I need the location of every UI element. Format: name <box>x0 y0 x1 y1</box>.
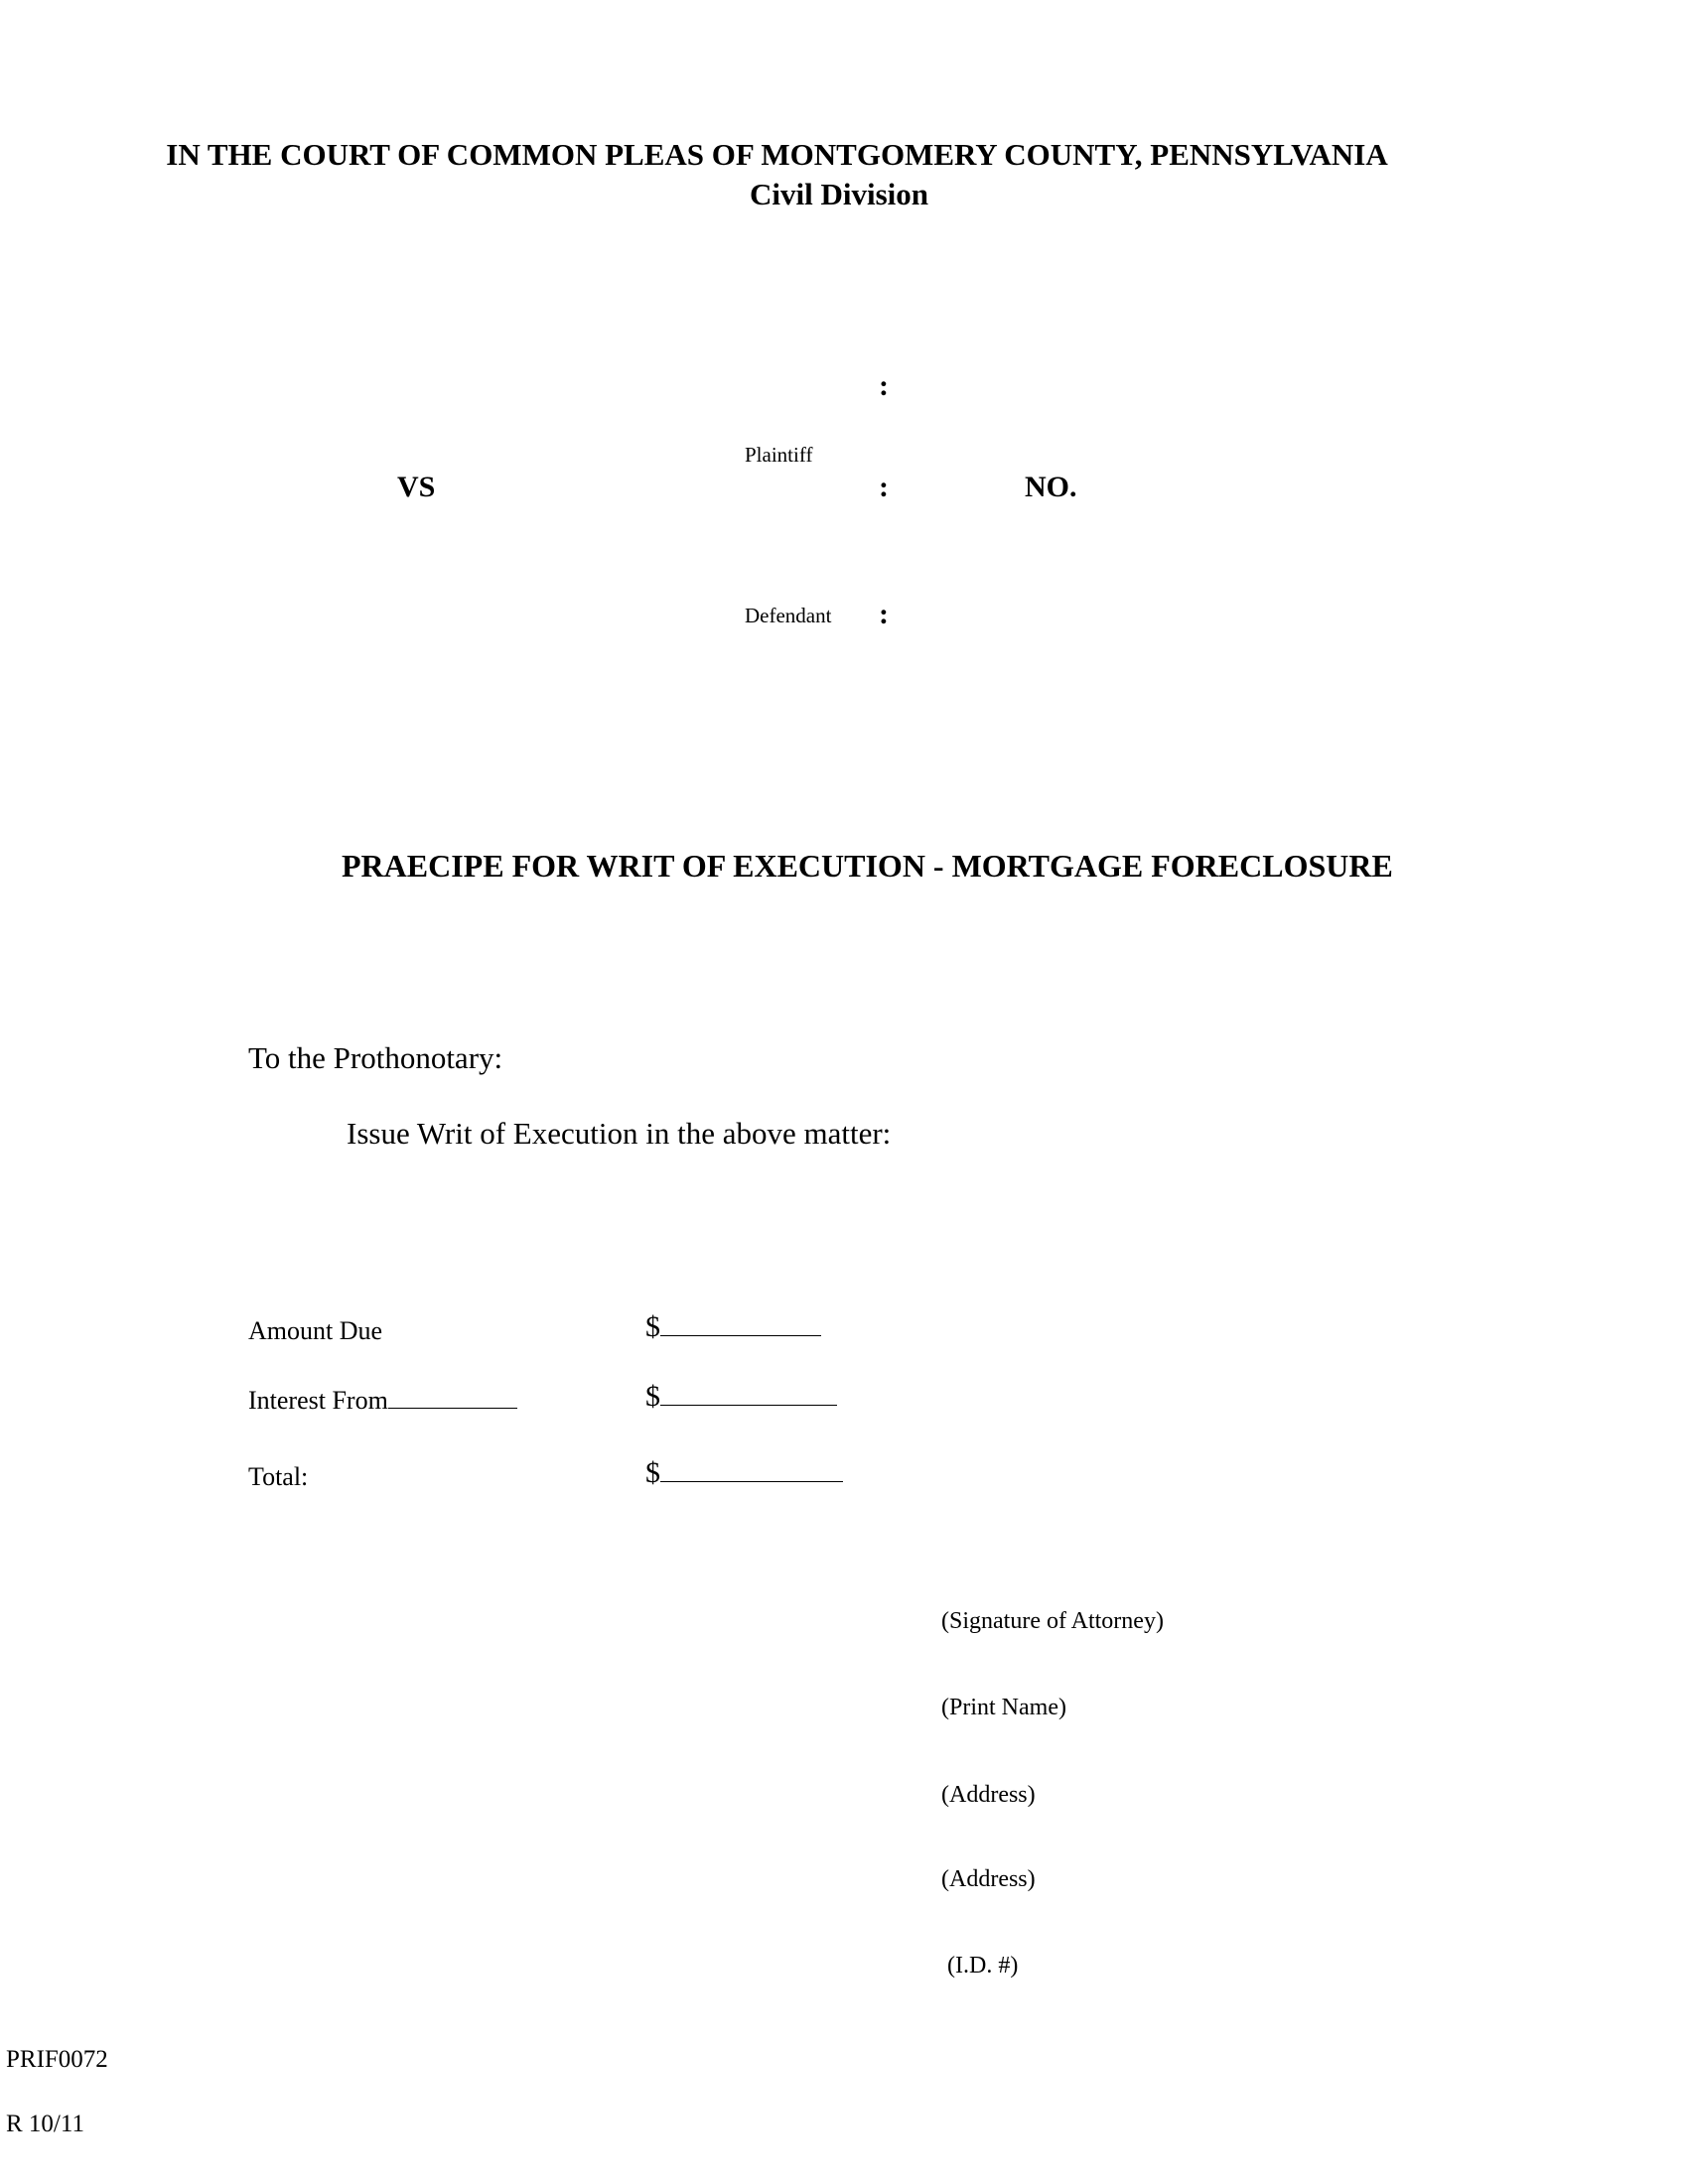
salutation: To the Prothonotary: <box>248 1040 503 1075</box>
amount-due-blank[interactable] <box>660 1334 821 1336</box>
plaintiff-label: Plaintiff <box>745 443 813 467</box>
currency-symbol: $ <box>645 1380 660 1413</box>
caption-colon: : <box>879 471 889 503</box>
court-title: IN THE COURT OF COMMON PLEAS OF MONTGOMERY COUNTY, PENNSYLVANIA <box>166 137 1388 172</box>
interest-from-row <box>248 1386 517 1416</box>
versus-label: VS <box>397 471 436 503</box>
document-title: PRAECIPE FOR WRIT OF EXECUTION - MORTGAGE FORECLOSURE <box>342 848 1393 884</box>
form-code: PRIF0072 <box>6 2046 108 2073</box>
total-label: Total: <box>248 1462 309 1491</box>
instruction-text: Issue Writ of Execution in the above matter: <box>347 1116 892 1151</box>
address-label-2: (Address) <box>941 1866 1036 1892</box>
currency-symbol: $ <box>645 1456 660 1489</box>
caption-colon: : <box>879 598 889 630</box>
address-label-1: (Address) <box>941 1782 1036 1808</box>
total-field[interactable] <box>645 1456 843 1490</box>
currency-symbol: $ <box>645 1310 660 1343</box>
total-blank[interactable] <box>660 1480 843 1482</box>
division-subtitle: Civil Division <box>749 177 928 211</box>
signature-of-attorney-label: (Signature of Attorney) <box>941 1608 1164 1634</box>
interest-from-date-blank[interactable] <box>388 1407 517 1409</box>
id-number-label: (I.D. #) <box>947 1953 1019 1979</box>
caption-colon: : <box>879 369 889 402</box>
interest-from-label: Interest From <box>248 1386 388 1415</box>
defendant-label: Defendant <box>745 604 832 627</box>
interest-amount-field[interactable] <box>645 1380 837 1414</box>
amount-due-label: Amount Due <box>248 1316 383 1345</box>
case-number-label: NO. <box>1025 471 1077 503</box>
revision-date: R 10/11 <box>6 2111 84 2137</box>
interest-amount-blank[interactable] <box>660 1404 837 1406</box>
amount-due-field[interactable] <box>645 1310 821 1344</box>
print-name-label: (Print Name) <box>941 1695 1066 1720</box>
